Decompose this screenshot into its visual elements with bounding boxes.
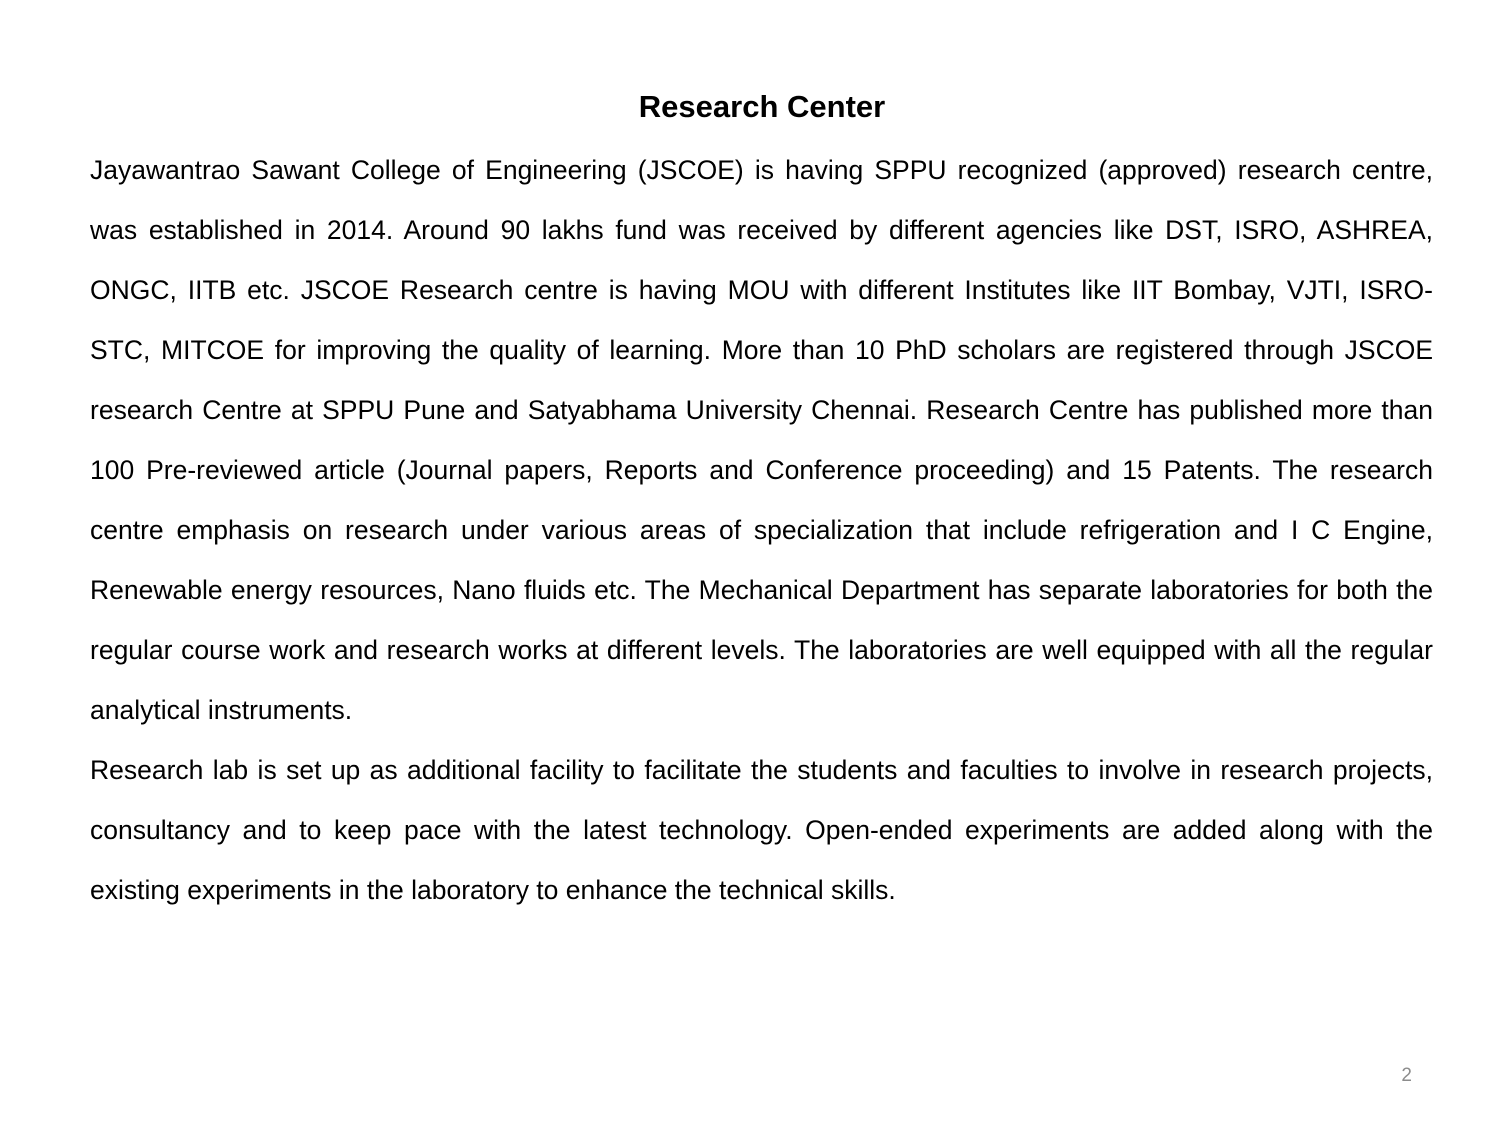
slide-title: Research Center (638, 89, 886, 124)
paragraph-research-centre: Jayawantrao Sawant College of Engineering (JSCOE) is having SPPU recognized (approved) research centre, was established in 2014. Around 90 lakhs fund was received by different agencies like DST, ISRO, ASHREA, ONGC, IITB etc. JSCOE Research centre is having MOU with different Institutes like IIT Bombay, VJTI, ISRO-STC, MITCOE for improving the quality of learning. More than 10 PhD scholars are registered through JSCOE research Centre at SPPU Pune and Satyabhama University Chennai. Research Centre has published more than 100 Pre-reviewed article (Journal papers, Reports and Conference proceeding) and 15 Patents. The research centre emphasis on research under various areas of specialization that include refrigeration and I C Engine, Renewable energy resources, Nano fluids etc. The Mechanical Department has separate laboratories for both the regular course work and research works at different levels. The laboratories are well equipped with all the regular analytical instruments. (90, 155, 1433, 725)
page-number: 2 (1401, 1065, 1412, 1086)
paragraph-research-lab: Research lab is set up as additional facility to facilitate the students and faculties to involve in research projects, consultancy and to keep pace with the latest technology. Open-ended experiments are added along with the existing experiments in the laboratory to enhance the technical skills. (90, 755, 1433, 905)
slide-body (90, 140, 1433, 920)
